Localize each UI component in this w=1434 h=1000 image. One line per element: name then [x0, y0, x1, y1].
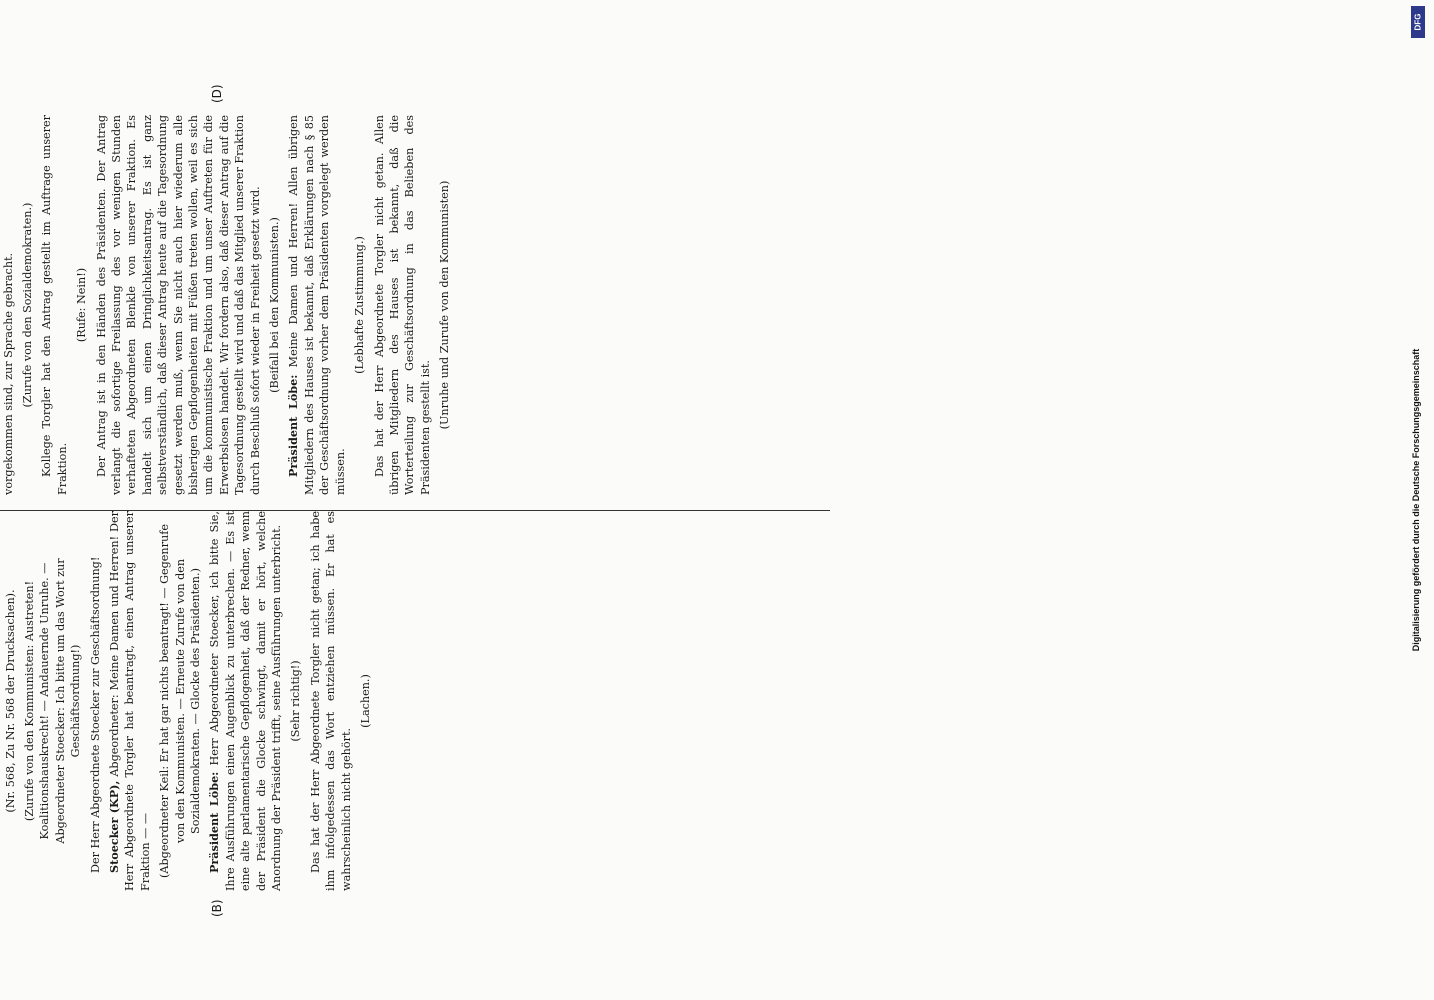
paragraph: [88, 511, 103, 891]
paragraph-text: (Nr. 568, Zu Nr. 568 der Drucksachen).: [3, 589, 17, 813]
interjection: [22, 523, 84, 879]
left-column: [0, 511, 378, 891]
interjection: [288, 523, 303, 879]
paragraph-text: Das hat der Herr Abgeordnete Torgler nicht getan. Allen übrigen Mitgliedern des Hauses ist bekannt, daß die Worterteilung zur Geschäftsordnung in das Belieben des Präsidenten gestellt ist.: [372, 115, 432, 495]
paragraph: [286, 115, 348, 495]
paragraph: [0, 115, 16, 495]
paragraph: [372, 115, 434, 495]
margin-mark-b: (B): [210, 899, 224, 917]
paragraph-text: Meine Damen und Herren! Allen übrigen Mitgliedern des Hauses ist bekannt, daß Erklärungen nach § 85 der Geschäftsordnung vorher dem Präsidenten vorgelegt werden müssen.: [287, 114, 347, 495]
paragraph-text: Kollege Torgler hat den Antrag gestellt im Auftrage unserer Fraktion.: [40, 115, 69, 495]
interjection: [3, 523, 18, 879]
digitization-credit: Digitalisierung gefördert durch die Deutsche Forschungsgemeinschaft: [1411, 348, 1421, 652]
interjection: [157, 523, 203, 879]
paragraph-text: (Lachen.): [359, 674, 373, 728]
paragraph-text: (Rufe: Nein!): [75, 267, 89, 343]
paragraph-text: (Lebhafte Zustimmung.): [353, 236, 367, 374]
paragraph-text: (Zurufe von den Sozialdemokraten.): [20, 202, 34, 408]
speaker-name: Stoecker (KP),: [107, 780, 121, 873]
rotated-page-content: [0, 75, 850, 925]
side-credit: [1408, 30, 1424, 970]
paragraph: [94, 115, 263, 495]
paragraph-text: Abgeordneter: Meine Damen und Herren! Der Herr Abgeordnete Torgler hat beantragt, einen Antrag unserer Fraktion — —: [108, 511, 152, 891]
paragraph-text: (Unruhe und Zurufe von den Kommunisten): [438, 180, 452, 430]
speaker-name: Präsident Löbe:: [207, 771, 222, 873]
paragraph-text: (Abgeordneter Keil: Er hat gar nichts beantragt! — Gegenrufe von den Kommunisten. — Erneute Zurufe von den Sozialdemokraten. — Glocke des Präsidenten.): [158, 524, 203, 878]
paragraph: [308, 511, 354, 891]
paragraph-text: (Sehr richtig!): [289, 660, 303, 742]
right-column: [0, 115, 457, 495]
interjection: [437, 127, 452, 483]
paragraph-text: Der Antrag ist in den Händen des Präsidenten. Der Antrag verlangt die sofortige Freilassung des vor wenigen Stunden verhafteten Abgeordneten Blenkle von unserer Fraktion. Es handelt sich um einen Dringlichkeitsantrag. Es ist ganz selbstverständlich, daß dieser Antrag heute auf die Tagesordnung gesetzt werden muß, wenn Sie nicht auch hier wiederum alle bisherigen Gepflogenheiten mit Füßen treten wollen, weil es sich um die kommunistische Fraktion und um unser Auftreten für die Erwerbslosen handelt. Wir fordern also, daß dieser Antrag auf die Tagesordnung gestellt wird und daß das Mitglied unserer Fraktion durch Beschluß sofort wieder in Freiheit gesetzt wird.: [94, 115, 262, 495]
margin-mark-d: (D): [210, 84, 224, 103]
paragraph-text: Herr Abgeordneter Stoecker, ich bitte Sie, Ihre Ausführungen einen Augenblick zu unterbrechen. — Es ist eine alte parlamentarische Gepflogenheit, daß der Redner, wenn der Präsident die Glocke schwingt, damit er hört, welche Anordnung der Präsident trifft, seine Ausführungen unterbricht.: [208, 511, 284, 891]
paragraph-text: (Zurufe von den Kommunisten: Austreten! Koalitionshauskrecht! — Andauernde Unruhe. — Abgeordneter Stoecker: Ich bitte um das Wort zur Geschäftsordnung!): [22, 558, 83, 844]
speaker-name: Präsident Löbe:: [286, 374, 301, 477]
paragraph-text: vorgekommen sind, zur Sprache gebracht.: [1, 252, 15, 495]
paragraph-text: Der Herr Abgeordnete Stoecker zur Geschäftsordnung!: [88, 556, 102, 873]
interjection: [74, 127, 89, 483]
interjection: [20, 127, 35, 483]
interjection: [267, 127, 282, 483]
paragraph: [39, 115, 70, 495]
paragraph: [207, 511, 284, 891]
paragraph-text: Das hat der Herr Abgeordnete Torgler nicht getan; ich habe ihm infolgedessen das Wort entziehen müssen. Er hat es wahrscheinlich nicht gehört.: [308, 511, 353, 891]
paragraph-text: (Beifall bei den Kommunisten.): [268, 217, 282, 393]
paragraph: [107, 511, 153, 891]
interjection: [352, 127, 367, 483]
dfg-logo: DFG: [1411, 6, 1425, 38]
interjection: [358, 523, 373, 879]
